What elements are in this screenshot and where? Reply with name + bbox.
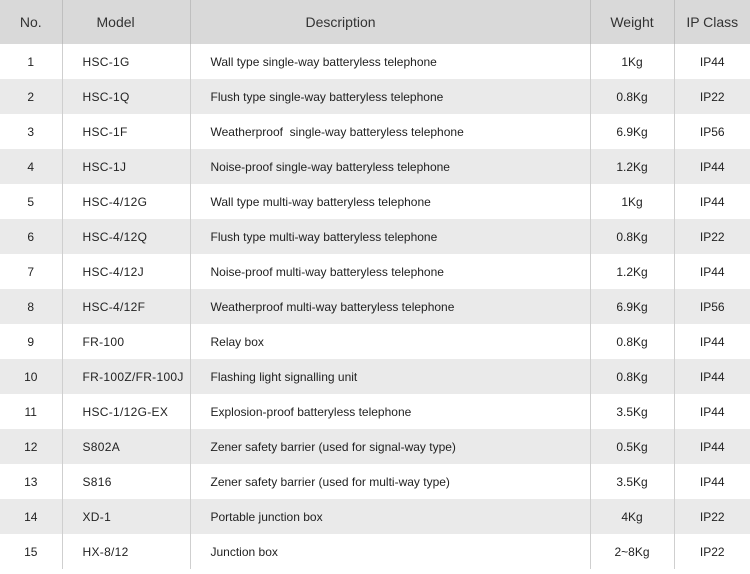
cell-no: 3 [27,124,35,139]
cell-weight: 0.8Kg [590,324,674,359]
table-row [0,429,750,464]
cell-weight: 3.5Kg [590,394,674,429]
cell-description: Portable junction box [190,499,590,534]
cell-weight: 6.9Kg [590,289,674,324]
cell-ip-class: IP44 [674,44,750,79]
cell-model: HSC-4/12J [62,254,190,289]
table-row [0,499,750,534]
cell-weight: 3.5Kg [590,464,674,499]
table-row [0,289,750,324]
cell-ip-class: IP44 [674,149,750,184]
table-row [0,324,750,359]
cell-weight: 0.8Kg [590,219,674,254]
cell-no: 11 [24,404,37,419]
cell-description: Noise-proof multi-way batteryless telephone [190,254,590,289]
table-row [0,464,750,499]
cell-weight: 1Kg [590,44,674,79]
table-row [0,44,750,79]
table-row [0,359,750,394]
header-weight: Weight [590,0,674,44]
cell-no: 9 [27,334,35,349]
cell-description: Weatherproof multi-way batteryless telephone [190,289,590,324]
cell-no: 10 [0,359,62,394]
cell-model: S802A [62,429,190,464]
cell-no: 4 [0,149,62,184]
table-row [0,219,750,254]
cell-no: 1 [27,54,35,69]
cell-no: 8 [0,289,62,324]
cell-no: 5 [27,194,35,209]
cell-description: Junction box [190,534,590,569]
table-row [0,184,750,219]
cell-model: FR-100 [62,324,190,359]
cell-model: XD-1 [62,499,190,534]
cell-ip-class: IP44 [674,254,750,289]
cell-no: 14 [0,499,62,534]
cell-model: HSC-1J [62,149,190,184]
cell-ip-class: IP22 [674,79,750,114]
cell-ip-class: IP22 [674,219,750,254]
cell-weight: 1.2Kg [590,149,674,184]
cell-no: 7 [27,264,35,279]
table-row [0,79,750,114]
cell-model: HSC-4/12G [62,184,190,219]
table-row [0,394,750,429]
cell-model: FR-100Z/FR-100J [62,359,190,394]
header-description: Description [190,0,590,44]
cell-ip-class: IP44 [674,394,750,429]
cell-description: Zener safety barrier (used for signal-way type) [190,429,590,464]
cell-ip-class: IP22 [674,499,750,534]
cell-description: Explosion-proof batteryless telephone [190,394,590,429]
cell-weight: 6.9Kg [590,114,674,149]
cell-ip-class: IP44 [674,429,750,464]
cell-model: HSC-1/12G-EX [62,394,190,429]
cell-description: Wall type multi-way batteryless telephone [190,184,590,219]
cell-no: 13 [24,474,38,489]
cell-description: Wall type single-way batteryless telephone [190,44,590,79]
cell-no: 12 [0,429,62,464]
cell-description: Flush type single-way batteryless telephone [190,79,590,114]
cell-description: Relay box [190,324,590,359]
cell-no: 6 [0,219,62,254]
cell-weight: 0.8Kg [590,79,674,114]
cell-ip-class: IP44 [674,184,750,219]
table-header-row [0,0,750,44]
cell-model: HSC-1Q [62,79,190,114]
cell-no: 15 [24,544,38,559]
cell-ip-class: IP44 [674,324,750,359]
cell-model: HSC-1G [62,44,190,79]
cell-no: 2 [0,79,62,114]
cell-ip-class: IP56 [674,289,750,324]
cell-model: HSC-4/12Q [62,219,190,254]
cell-description: Flashing light signalling unit [190,359,590,394]
cell-ip-class: IP56 [674,114,750,149]
cell-description: Noise-proof single-way batteryless telephone [190,149,590,184]
cell-model: HSC-4/12F [62,289,190,324]
cell-weight: 0.5Kg [590,429,674,464]
cell-model: S816 [62,464,190,499]
table-row [0,114,750,149]
header-model: Model [62,0,190,44]
cell-model: HX-8/12 [62,534,190,569]
cell-weight: 2~8Kg [590,534,674,569]
cell-ip-class: IP44 [674,464,750,499]
header-ip-class: IP Class [674,0,750,44]
table-row [0,534,750,569]
cell-description: Zener safety barrier (used for multi-way type) [190,464,590,499]
cell-weight: 4Kg [590,499,674,534]
cell-model: HSC-1F [62,114,190,149]
cell-description: Weatherproof single-way batteryless telephone [190,114,590,149]
table-row [0,254,750,289]
cell-weight: 0.8Kg [590,359,674,394]
cell-description: Flush type multi-way batteryless telephone [190,219,590,254]
cell-weight: 1Kg [590,184,674,219]
cell-weight: 1.2Kg [590,254,674,289]
cell-ip-class: IP22 [674,534,750,569]
cell-ip-class: IP44 [674,359,750,394]
table-row [0,149,750,184]
header-no: No. [0,0,62,44]
